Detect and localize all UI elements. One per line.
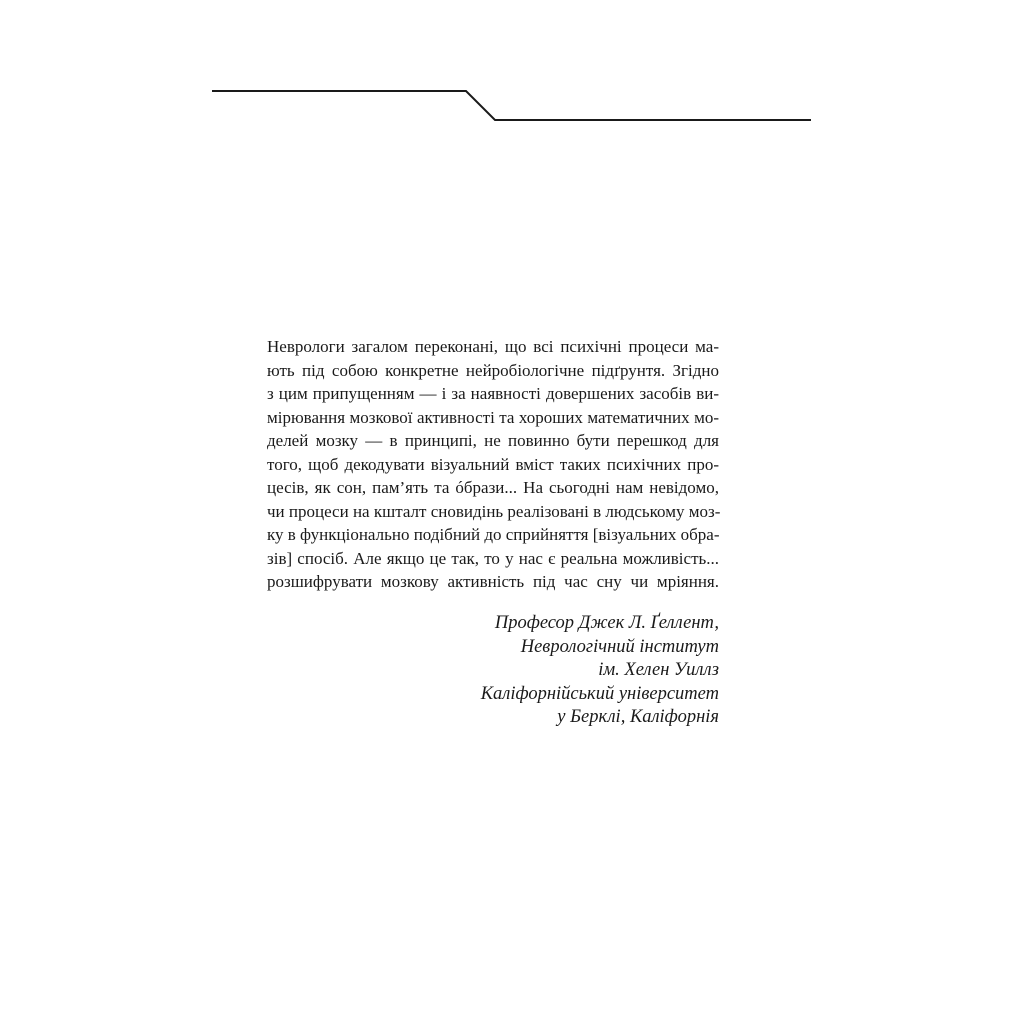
quote-line: з цим припущенням — і за наявності довершених засобів ви-	[267, 384, 719, 403]
attribution-university: Каліфорнійський університет	[480, 683, 719, 704]
quote-line: чи процеси на кшталт сновидінь реалізовані в людському моз-	[267, 501, 721, 521]
quote-line: цесів, як сон, пам’ять та óбрази... На сьогодні нам невідомо,	[267, 478, 719, 497]
quote-line: Неврологи загалом переконані, що всі психічні процеси ма-	[267, 337, 719, 356]
quote-line: зів] спосіб. Але якщо це так, то у нас є реальна можливість...	[267, 548, 719, 568]
quote-line: того, щоб декодувати візуальний вміст таких психічних про-	[267, 454, 719, 474]
quote-line: делей мозку — в принципі, не повинно бути перешкод для	[267, 431, 719, 450]
quote-line: ку в функціонально подібний до сприйняття [візуальних обра-	[267, 525, 720, 544]
attribution-institute-name: ім. Хелен Уиллз	[598, 660, 719, 680]
epigraph-attribution	[299, 612, 719, 730]
quote-line: мірювання мозкової активності та хороших математичних мо-	[267, 407, 719, 427]
attribution-author: Професор Джек Л. Ґеллент,	[494, 613, 719, 633]
header-rule	[0, 0, 1024, 140]
header-stepped-line	[212, 91, 811, 120]
attribution-location: у Берклі, Каліфорнія	[557, 707, 719, 727]
attribution-institute: Неврологічний інститут	[520, 636, 719, 657]
quote-line: ють під собою конкретне нейробіологічне підґрунтя. Згідно	[267, 360, 719, 380]
quote-line: розшифрувати мозкову активність під час сну чи мріяння.	[267, 572, 719, 591]
epigraph-quote	[267, 335, 719, 594]
